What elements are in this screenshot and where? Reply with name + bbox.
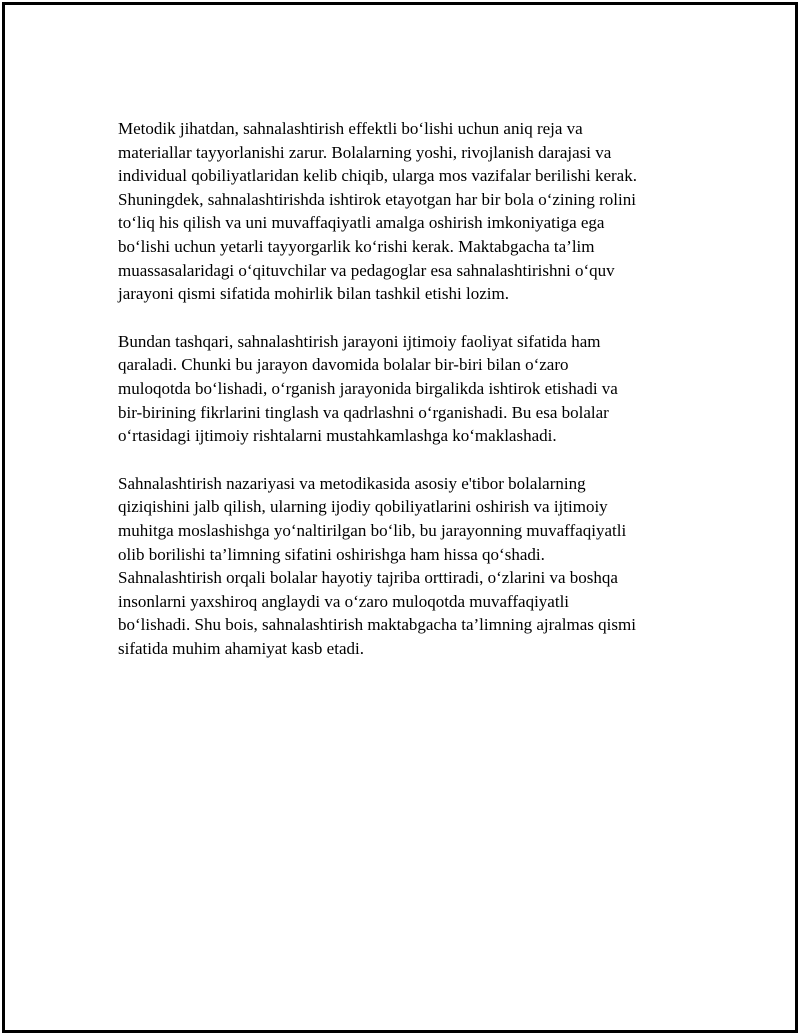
text-line: to‘liq his qilish va uni muvaffaqiyatli amalga oshirish imkoniyatiga ega [118, 213, 605, 233]
text-line: muloqotda bo‘lishadi, o‘rganish jarayonida birgalikda ishtirok etishadi va [118, 378, 618, 398]
text-line: bo‘lishi uchun yetarli tayyorgarlik ko‘rishi kerak. Maktabgacha ta’lim [118, 236, 595, 256]
text-line: jarayoni qismi sifatida mohirlik bilan tashkil etishi lozim. [118, 284, 509, 304]
paragraph-2 [118, 330, 698, 448]
text-line: bo‘lishadi. Shu bois, sahnalashtirish maktabgacha ta’limning ajralmas qismi [118, 615, 636, 635]
paragraph-3 [118, 472, 698, 661]
text-line: o‘rtasidagi ijtimoiy rishtalarni mustahkamlashga ko‘maklashadi. [118, 426, 557, 446]
text-line: insonlarni yaxshiroq anglaydi va o‘zaro muloqotda muvaffaqiyatli [118, 591, 570, 611]
paragraph-1 [118, 117, 698, 306]
text-line: muhitga moslashishga yo‘naltirilgan bo‘lib, bu jarayonning muvaffaqiyatli [118, 520, 627, 540]
text-line: Metodik jihatdan, sahnalashtirish effektli bo‘lishi uchun aniq reja va [118, 119, 583, 138]
text-line: sifatida muhim ahamiyat kasb etadi. [118, 638, 364, 658]
text-line: materiallar tayyorlanishi zarur. Bolalarning yoshi, rivojlanish darajasi va [118, 142, 612, 162]
text-line: individual qobiliyatlaridan kelib chiqib, ularga mos vazifalar berilishi kerak. [118, 166, 637, 186]
text-line: bir-birining fikrlarini tinglash va qadrlashni o‘rganishadi. Bu esa bolalar [118, 402, 609, 422]
text-line: Sahnalashtirish orqali bolalar hayotiy tajriba orttiradi, o‘zlarini va boshqa [118, 568, 618, 588]
text-line: olib borilishi ta’limning sifatini oshirishga ham hissa qo‘shadi. [118, 544, 545, 564]
text-line: Shuningdek, sahnalashtirishda ishtirok etayotgan har bir bola o‘zining rolini [118, 189, 636, 209]
text-line: Sahnalashtirish nazariyasi va metodikasida asosiy e'tibor bolalarning [118, 473, 586, 493]
text-line: muassasalaridagi o‘qituvchilar va pedagoglar esa sahnalashtirishni o‘quv [118, 260, 615, 280]
body-text [118, 117, 698, 684]
text-line: qiziqishini jalb qilish, ularning ijodiy qobiliyatlarini oshirish va ijtimoiy [118, 497, 608, 517]
text-line: qaraladi. Chunki bu jarayon davomida bolalar bir-biri bilan o‘zaro [118, 355, 569, 375]
text-line: Bundan tashqari, sahnalashtirish jarayoni ijtimoiy faoliyat sifatida ham [118, 331, 601, 351]
